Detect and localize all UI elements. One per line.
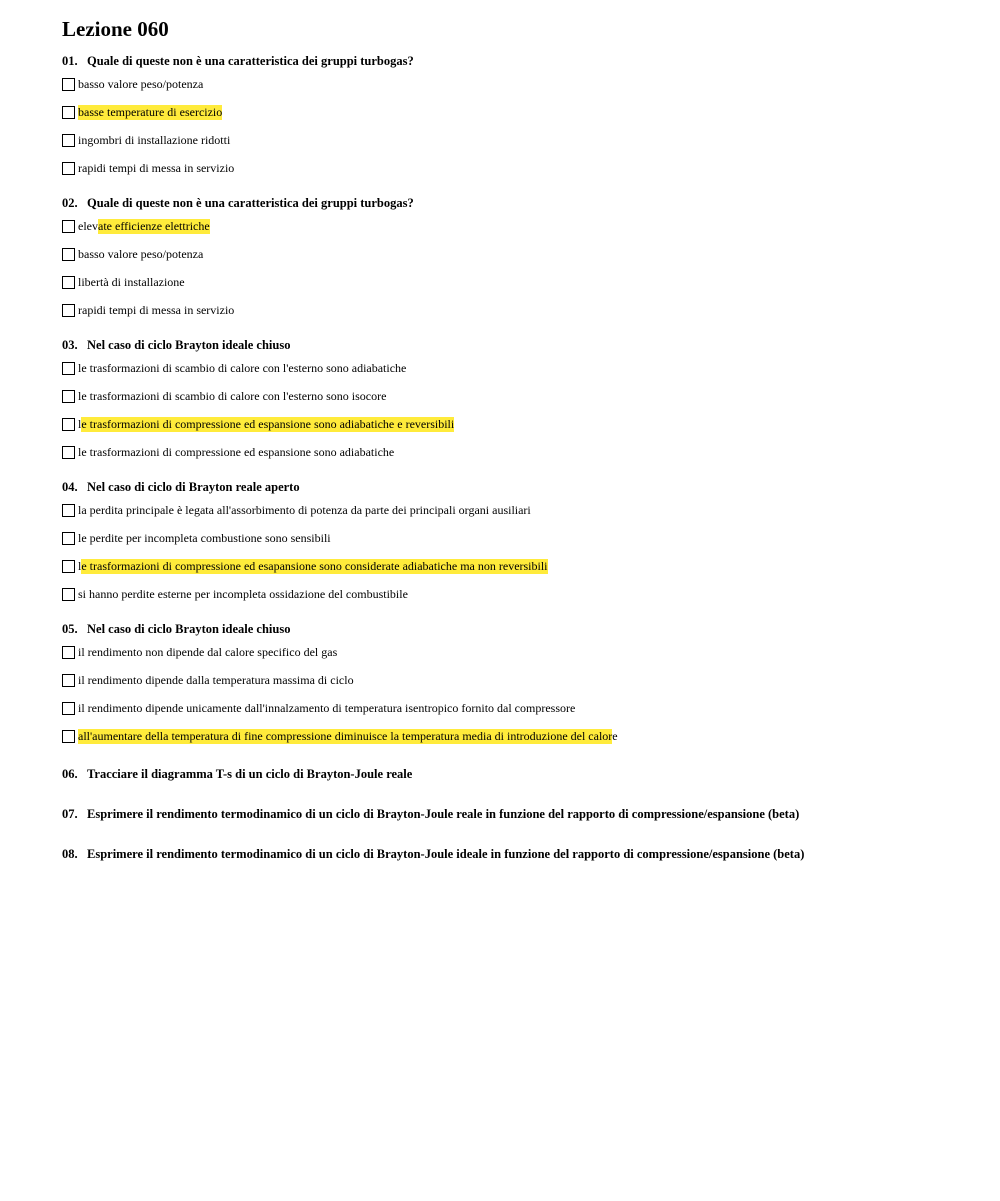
question-header [62, 620, 962, 638]
option-text: le trasformazioni di compressione ed espansione sono adiabatiche [78, 444, 395, 459]
checkbox[interactable] [62, 588, 75, 601]
checkbox[interactable] [62, 674, 75, 687]
answer-option[interactable] [62, 638, 962, 666]
question-text: Esprimere il rendimento termodinamico di un ciclo di Brayton-Joule reale in funzione del rapporto di compressione/espansione (beta) [87, 807, 800, 821]
option-text: il rendimento dipende dalla temperatura massima di ciclo [78, 672, 354, 687]
question-number: 06. [62, 767, 78, 781]
checkbox[interactable] [62, 78, 75, 91]
question-header [62, 805, 799, 823]
option-text: libertà di installazione [78, 274, 185, 289]
question-header [62, 52, 962, 70]
checkbox[interactable] [62, 702, 75, 715]
checkbox[interactable] [62, 276, 75, 289]
option-text-highlighted: all'aumentare della temperatura di fine compressione diminuisce la temperatura media di introduzione del calor [78, 728, 613, 743]
option-text: il rendimento dipende unicamente dall'innalzamento di temperatura isentropico fornito dal compressore [78, 700, 576, 715]
option-text: e [612, 728, 618, 743]
question-text: Tracciare il diagramma T-s di un ciclo di Brayton-Joule reale [87, 767, 413, 781]
answer-option[interactable] [62, 354, 962, 382]
question-05 [62, 620, 962, 750]
option-text-highlighted: e trasformazioni di compressione ed esapansione sono considerate adiabatiche ma non reversibili [81, 558, 548, 573]
checkbox[interactable] [62, 446, 75, 459]
answer-option[interactable] [62, 666, 962, 694]
option-text: si hanno perdite esterne per incompleta ossidazione del combustibile [78, 586, 408, 601]
answer-option[interactable] [62, 126, 962, 154]
answer-option[interactable] [62, 580, 962, 608]
answer-option[interactable] [62, 296, 962, 324]
question-header [62, 765, 412, 783]
question-header [62, 478, 962, 496]
option-text: il rendimento non dipende dal calore specifico del gas [78, 644, 338, 659]
question-header [62, 336, 962, 354]
checkbox[interactable] [62, 304, 75, 317]
question-text: Nel caso di ciclo Brayton ideale chiuso [87, 338, 291, 352]
answer-option[interactable] [62, 98, 962, 126]
checkbox[interactable] [62, 646, 75, 659]
answer-option[interactable] [62, 438, 962, 466]
question-text: Quale di queste non è una caratteristica dei gruppi turbogas? [87, 54, 414, 68]
answer-option[interactable] [62, 268, 962, 296]
answer-option[interactable] [62, 410, 962, 438]
question-number: 03. [62, 338, 78, 352]
checkbox[interactable] [62, 106, 75, 119]
option-text: basso valore peso/potenza [78, 246, 204, 261]
answer-option[interactable] [62, 524, 962, 552]
answer-option[interactable] [62, 722, 962, 750]
option-text: la perdita principale è legata all'assorbimento di potenza da parte dei principali organi ausiliari [78, 502, 531, 517]
question-number: 01. [62, 54, 78, 68]
question-number: 02. [62, 196, 78, 210]
question-01 [62, 52, 962, 182]
answer-option[interactable] [62, 240, 962, 268]
checkbox[interactable] [62, 532, 75, 545]
question-02 [62, 194, 962, 324]
option-text: ingombri di installazione ridotti [78, 132, 231, 147]
question-08 [62, 834, 962, 874]
answer-option[interactable] [62, 154, 962, 182]
question-header [62, 194, 962, 212]
question-03 [62, 336, 962, 466]
checkbox[interactable] [62, 162, 75, 175]
answer-option[interactable] [62, 552, 962, 580]
question-06 [62, 754, 962, 794]
option-text: le trasformazioni di scambio di calore con l'esterno sono adiabatiche [78, 360, 407, 375]
option-text: basso valore peso/potenza [78, 76, 204, 91]
question-header [62, 845, 804, 863]
question-text: Nel caso di ciclo Brayton ideale chiuso [87, 622, 291, 636]
checkbox[interactable] [62, 560, 75, 573]
checkbox[interactable] [62, 418, 75, 431]
option-text-highlighted: basse temperature di esercizio [78, 104, 223, 119]
answer-option[interactable] [62, 694, 962, 722]
question-04 [62, 478, 962, 608]
question-07 [62, 794, 962, 834]
question-number: 05. [62, 622, 78, 636]
option-text-highlighted: ate efficienze elettriche [98, 218, 210, 233]
question-number: 08. [62, 847, 78, 861]
checkbox[interactable] [62, 362, 75, 375]
checkbox[interactable] [62, 730, 75, 743]
question-number: 04. [62, 480, 78, 494]
question-text: Nel caso di ciclo di Brayton reale aperto [87, 480, 300, 494]
option-text: rapidi tempi di messa in servizio [78, 160, 235, 175]
option-text: le trasformazioni di scambio di calore con l'esterno sono isocore [78, 388, 387, 403]
checkbox[interactable] [62, 248, 75, 261]
answer-option[interactable] [62, 212, 962, 240]
question-text: Quale di queste non è una caratteristica dei gruppi turbogas? [87, 196, 414, 210]
answer-option[interactable] [62, 70, 962, 98]
option-text: elev [78, 218, 98, 233]
page-title: Lezione 060 [62, 17, 169, 41]
option-text: l [78, 558, 82, 573]
option-text-highlighted: e trasformazioni di compressione ed espansione sono adiabatiche e reversibili [81, 416, 455, 431]
question-number: 07. [62, 807, 78, 821]
answer-option[interactable] [62, 382, 962, 410]
checkbox[interactable] [62, 390, 75, 403]
answer-option[interactable] [62, 496, 962, 524]
document-page [62, 16, 962, 874]
checkbox[interactable] [62, 134, 75, 147]
checkbox[interactable] [62, 220, 75, 233]
option-text: le perdite per incompleta combustione sono sensibili [78, 530, 331, 545]
option-text: l [78, 416, 82, 431]
question-text: Esprimere il rendimento termodinamico di un ciclo di Brayton-Joule ideale in funzione del rapporto di compressione/espansione (beta) [87, 847, 805, 861]
option-text: rapidi tempi di messa in servizio [78, 302, 235, 317]
checkbox[interactable] [62, 504, 75, 517]
